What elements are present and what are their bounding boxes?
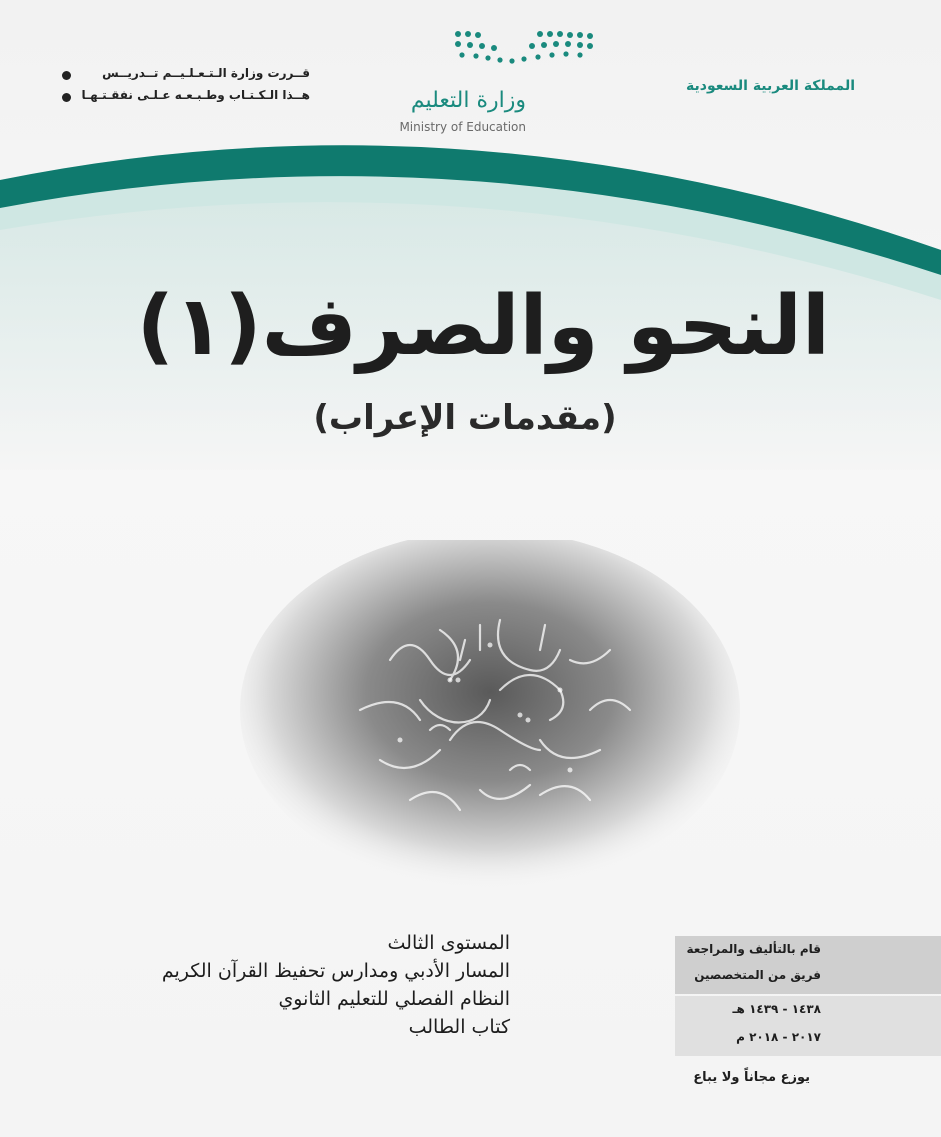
ministry-name-english: Ministry of Education [399, 120, 526, 134]
bullet-icon [62, 71, 71, 80]
bullet-icon [62, 93, 71, 102]
book-details [90, 932, 510, 1044]
ministry-name-arabic: وزارة التعليم [410, 88, 526, 113]
notice-line: قــررت وزارة الـتـعـلـيــم تــدريــس [50, 66, 310, 88]
authors-line-1: قام بالتأليف والمراجعة [686, 942, 821, 956]
free-distribution-note: يوزع مجاناً ولا يباع [693, 1070, 810, 1085]
country-name: المملكة العربية السعودية [686, 78, 855, 94]
book-type-line: كتاب الطالب [408, 1016, 510, 1038]
notice-line: هــذا الـكـتـاب وطـبـعـه عـلـى نفقـتـهـا [50, 88, 310, 110]
publication-notice [50, 66, 310, 110]
year-box [675, 996, 941, 1056]
level-line: المستوى الثالث [387, 932, 510, 954]
authors-line-2: فريق من المتخصصين [694, 968, 821, 982]
year-hijri: ١٤٣٨ - ١٤٣٩ هـ [732, 1002, 821, 1016]
track-line: المسار الأدبي ومدارس تحفيظ القرآن الكريم [161, 960, 510, 982]
calligraphy-texture-image [240, 540, 740, 900]
book-title-text: النحو والصرف(١) [136, 279, 830, 374]
year-gregorian: ٢٠١٧ - ٢٠١٨ م [736, 1030, 821, 1044]
system-line: النظام الفصلي للتعليم الثانوي [278, 988, 510, 1010]
authors-panel [675, 936, 941, 1056]
book-subtitle: (مقدمات الإعراب) [313, 398, 617, 438]
book-title [120, 272, 830, 382]
authors-box [675, 936, 941, 994]
